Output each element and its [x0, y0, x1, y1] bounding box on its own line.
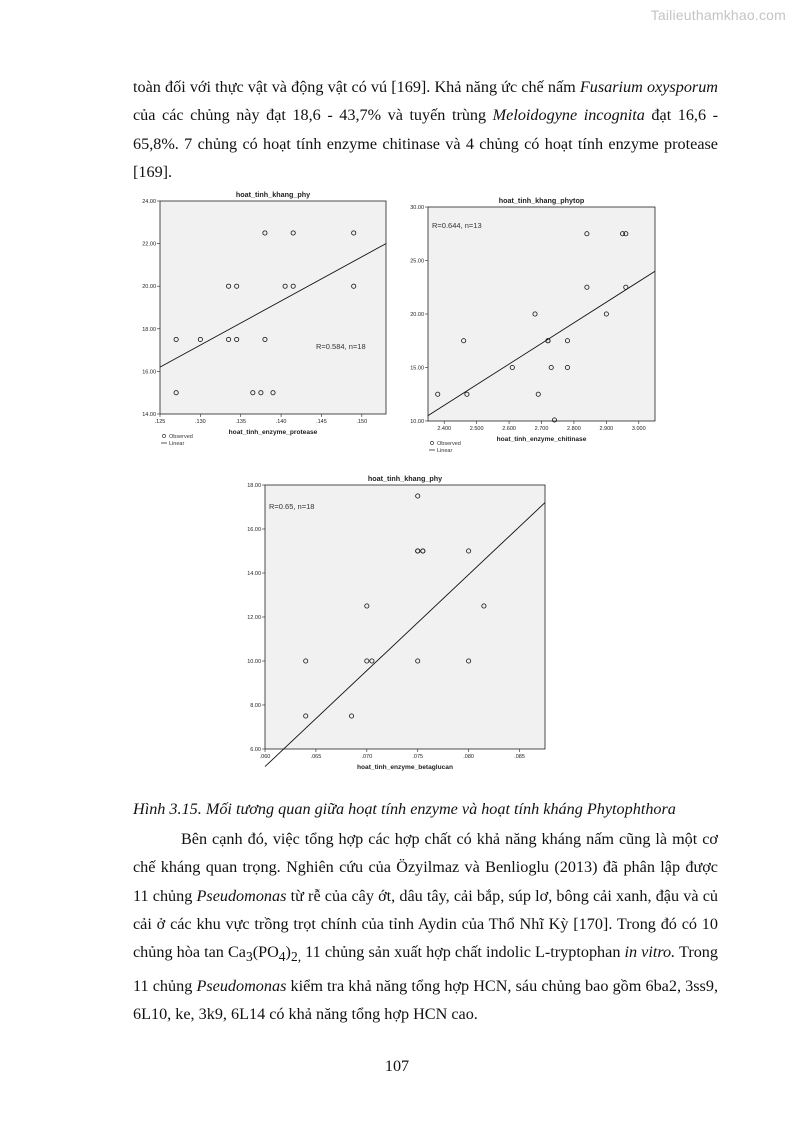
legend-observed-label: Observed — [169, 434, 193, 440]
y-tick-label: 18.00 — [247, 483, 261, 489]
x-axis-label: hoat_tinh_enzyme_protease — [228, 429, 318, 436]
x-tick-label: .145 — [316, 419, 327, 425]
y-tick-label: 14.00 — [142, 412, 156, 418]
text: Trong 11 chủng — [133, 943, 718, 995]
y-tick-label: 16.00 — [247, 527, 261, 533]
subscript: 3 — [245, 949, 253, 965]
text: từ rễ của cây ớt, dâu tây, cải bắp, súp lơ, bông cải xanh, đậu và củ cải ở các khu vực trồng trọt chính của tỉnh Aydin của Thổ Nhĩ Kỳ [170]. Trong đó có 10 chủng hòa tan Ca — [133, 886, 718, 962]
x-tick-label: .070 — [361, 754, 373, 760]
italic-text: Meloidogyne incognita — [492, 106, 645, 125]
subscript: 2, — [290, 949, 302, 965]
x-tick-label: 2.900 — [599, 426, 614, 432]
chart-betaglucan — [247, 474, 545, 771]
x-tick-label: 2.500 — [469, 426, 484, 432]
y-tick-label: 12.00 — [247, 615, 261, 621]
italic-text: Fusarium oxysporum — [579, 78, 718, 96]
legend-linear-label: Linear — [169, 441, 185, 447]
x-axis-label: hoat_tinh_enzyme_betaglucan — [357, 764, 453, 771]
y-tick-label: 8.00 — [250, 703, 261, 709]
y-tick-label: 15.00 — [410, 365, 424, 372]
y-tick-label: 10.00 — [410, 419, 424, 425]
x-tick-label: 2.700 — [534, 426, 549, 432]
x-tick-label: .135 — [235, 419, 247, 425]
italic-text: in vitro. — [624, 943, 676, 962]
x-tick-label: .140 — [275, 419, 287, 425]
figure-caption: Hình 3.15. Mối tương quan giữa hoạt tính enzyme và hoạt tính kháng Phytophthora — [133, 800, 676, 818]
subscript: 4 — [278, 949, 286, 965]
italic-text: Pseudomonas — [196, 976, 287, 995]
text: đạt 16,6 - 65,8%. 7 chủng có hoạt tính enzyme chitinase và 4 chủng có hoạt tính enzyme protease [169]. — [133, 106, 719, 181]
chart-title: hoat_tinh_khang_phytop — [498, 196, 585, 205]
italic-text: Pseudomonas — [196, 886, 287, 905]
x-tick-label: .065 — [310, 754, 322, 760]
plot-area — [428, 207, 655, 421]
y-tick-label: 20.00 — [142, 284, 156, 291]
x-tick-label: 2.600 — [502, 426, 516, 432]
y-tick-label: 16.00 — [142, 369, 156, 376]
y-tick-label: 25.00 — [410, 258, 424, 265]
chart-protease — [142, 190, 386, 447]
plot-area — [160, 201, 386, 414]
text: 11 chủng sản xuất hợp chất indolic L-tryptophan — [301, 943, 625, 962]
text: ) — [285, 943, 291, 962]
plot-area — [265, 485, 545, 749]
x-axis-label: hoat_tinh_enzyme_chitinase — [496, 436, 587, 443]
y-tick-label: 18.00 — [142, 326, 156, 333]
x-tick-label: .085 — [514, 754, 525, 760]
y-tick-label: 10.00 — [247, 659, 261, 665]
x-tick-label: 2.400 — [437, 426, 452, 432]
text: (PO — [252, 943, 279, 962]
x-tick-label: .125 — [154, 419, 166, 425]
y-tick-label: 6.00 — [250, 747, 261, 753]
text: toàn đối với thực vật và động vật có vú [169]. Khả năng ức chế nấm — [133, 78, 580, 96]
x-tick-label: .075 — [412, 754, 424, 760]
text: của các chủng này đạt 18,6 - 43,7% và tuyến trùng — [133, 106, 493, 125]
watermark: Tailieuthamkhao.com — [650, 7, 786, 23]
y-tick-label: 22.00 — [142, 241, 156, 248]
chart-chitinase — [410, 196, 655, 454]
r-annotation: R=0.644, n=13 — [432, 221, 482, 230]
x-tick-label: .080 — [463, 754, 474, 760]
chart-title: hoat_tinh_khang_phy — [367, 474, 443, 483]
chart-title: hoat_tinh_khang_phy — [235, 190, 311, 199]
text: Bên cạnh đó, việc tổng hợp các hợp chất có khả năng kháng nấm cũng là một cơ chế kháng quan trọng. Nghiên cứu của Özyilmaz và Benlioglu (2013) đã phân lập được 11 chủng — [133, 830, 718, 905]
legend-observed-marker — [162, 434, 165, 437]
legend-observed-marker — [430, 441, 433, 444]
y-tick-label: 20.00 — [410, 312, 424, 318]
legend-observed-label: Observed — [437, 441, 461, 447]
x-tick-label: .130 — [194, 419, 206, 425]
x-tick-label: 2.800 — [567, 426, 581, 432]
r-annotation: R=0.65, n=18 — [269, 502, 315, 511]
x-tick-label: .060 — [259, 754, 271, 760]
y-tick-label: 30.00 — [410, 205, 424, 211]
paragraph-2 — [133, 825, 718, 1028]
y-tick-label: 14.00 — [247, 571, 261, 577]
page-number: 107 — [384, 1057, 410, 1075]
r-annotation: R=0.584, n=18 — [316, 342, 366, 351]
legend-linear-label: Linear — [437, 448, 453, 454]
text: kiểm tra khả năng tổng hợp HCN, sáu chủng bao gồm 6ba2, 3ss9, 6L10, ke, 3k9, 6L14 có khả năng tổng hợp HCN cao. — [133, 976, 718, 1024]
x-tick-label: 3.000 — [631, 426, 646, 432]
x-tick-label: .150 — [356, 419, 368, 425]
y-tick-label: 24.00 — [142, 199, 156, 205]
